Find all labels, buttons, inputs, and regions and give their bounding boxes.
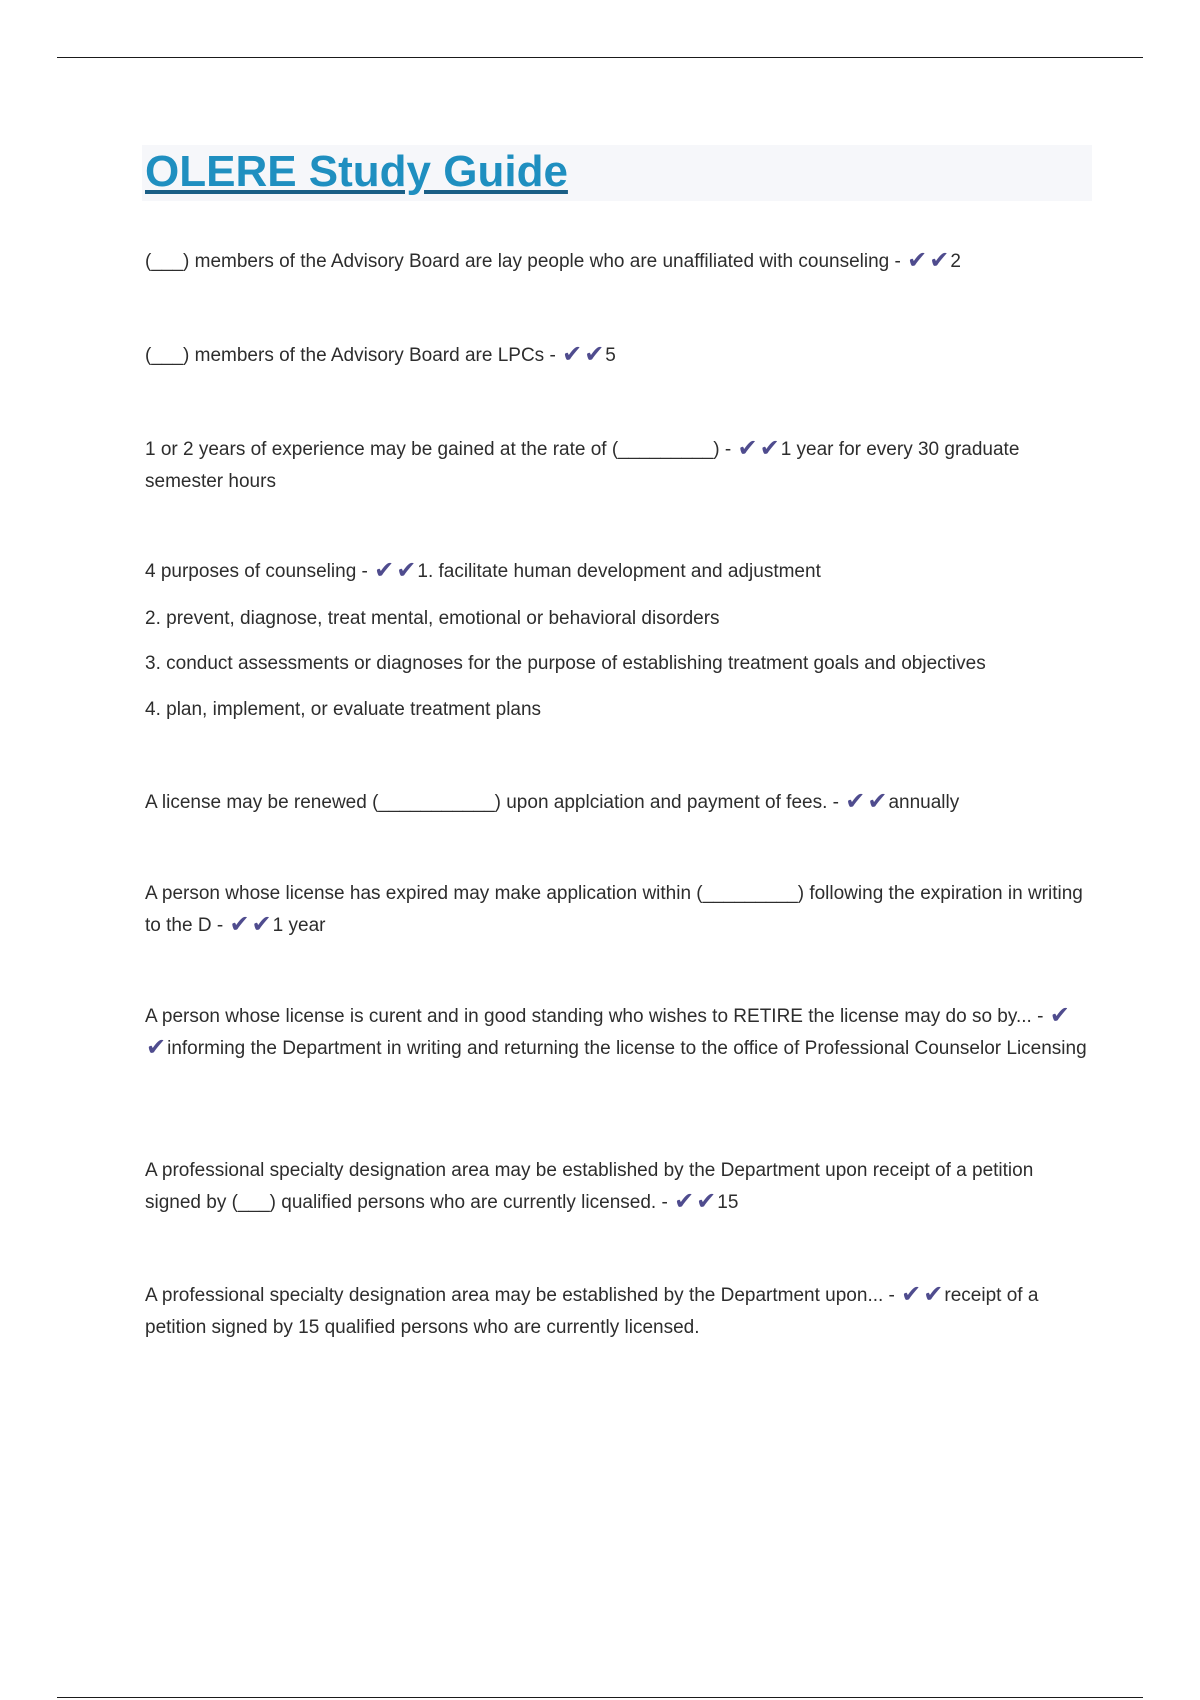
flashcard-text [145, 878, 1090, 942]
question-text: 4 purposes of counseling - [145, 561, 368, 582]
flashcard-text [145, 556, 1090, 588]
flashcard-item [145, 787, 1090, 819]
check-icon: ✔ [696, 1188, 717, 1215]
answer-text: 1 year for every 30 graduate semester hours [145, 439, 1020, 492]
check-icon: ✔ [1049, 1002, 1070, 1029]
page-title: OLERE Study Guide [145, 147, 568, 196]
check-icon: ✔ [737, 435, 758, 462]
check-icon: ✔ [845, 788, 866, 815]
flashcard-item [145, 878, 1090, 942]
check-icon: ✔ [229, 911, 250, 938]
question-text: A license may be renewed (___________) upon applciation and payment of fees. - [145, 792, 839, 813]
check-icon: ✔ [901, 1281, 922, 1308]
flashcard-item [145, 246, 1090, 278]
check-icon: ✔ [562, 341, 583, 368]
question-text: A professional specialty designation area may be established by the Department upon... - [145, 1285, 895, 1306]
question-text: (___) members of the Advisory Board are LPCs - [145, 345, 556, 366]
flashcard-item [145, 434, 1090, 498]
check-icon: ✔ [929, 247, 950, 274]
flashcard-text [145, 1155, 1090, 1219]
flashcard-text [145, 787, 1090, 819]
flashcard-text [145, 1280, 1090, 1344]
check-icon: ✔ [759, 435, 780, 462]
flashcard-text [145, 246, 1090, 278]
answer-text: 15 [717, 1192, 739, 1213]
answer-text: informing the Department in writing and returning the license to the office of Professional Counselor Licensing [167, 1038, 1087, 1059]
answer-text: 2 [950, 251, 961, 272]
flashcard-text [145, 1001, 1090, 1065]
answer-list-item: 4. plan, implement, or evaluate treatment plans [145, 699, 542, 720]
question-text: (___) members of the Advisory Board are lay people who are unaffiliated with counseling - [145, 251, 901, 272]
flashcard-item [145, 1155, 1090, 1219]
flashcard-item [145, 1001, 1090, 1065]
answer-text: receipt of a petition signed by 15 qualified persons who are currently licensed. [145, 1285, 1039, 1338]
question-text: A person whose license is curent and in good standing who wishes to RETIRE the license may do so by... - [145, 1006, 1044, 1027]
flashcard-item [145, 340, 1090, 372]
flashcard-item [145, 1280, 1090, 1344]
check-icon: ✔ [374, 557, 395, 584]
answer-text: 1. facilitate human development and adjustment [417, 561, 821, 582]
answer-list-item: 2. prevent, diagnose, treat mental, emotional or behavioral disorders [145, 608, 720, 629]
check-icon: ✔ [146, 1034, 167, 1061]
answer-text: 5 [605, 345, 616, 366]
check-icon: ✔ [584, 341, 605, 368]
header-rule [57, 57, 1143, 58]
footer-rule [57, 1697, 1143, 1698]
question-text: A professional specialty designation area may be established by the Department upon receipt of a petition signed by (___) qualified persons who are currently licensed. - [145, 1160, 1034, 1213]
check-icon: ✔ [251, 911, 272, 938]
answer-list-item: 3. conduct assessments or diagnoses for the purpose of establishing treatment goals and objectives [145, 653, 986, 674]
answer-text: 1 year [272, 915, 326, 936]
check-icon: ✔ [907, 247, 928, 274]
check-icon: ✔ [674, 1188, 695, 1215]
check-icon: ✔ [396, 557, 417, 584]
answer-text: annually [888, 792, 960, 813]
question-text: 1 or 2 years of experience may be gained at the rate of (_________) - [145, 439, 732, 460]
flashcard-text [145, 434, 1090, 498]
flashcard-item [145, 556, 1090, 588]
check-icon: ✔ [923, 1281, 944, 1308]
question-text: A person whose license has expired may make application within (_________) following the expiration in writing to the D - [145, 883, 1083, 936]
flashcard-text [145, 340, 1090, 372]
check-icon: ✔ [867, 788, 888, 815]
